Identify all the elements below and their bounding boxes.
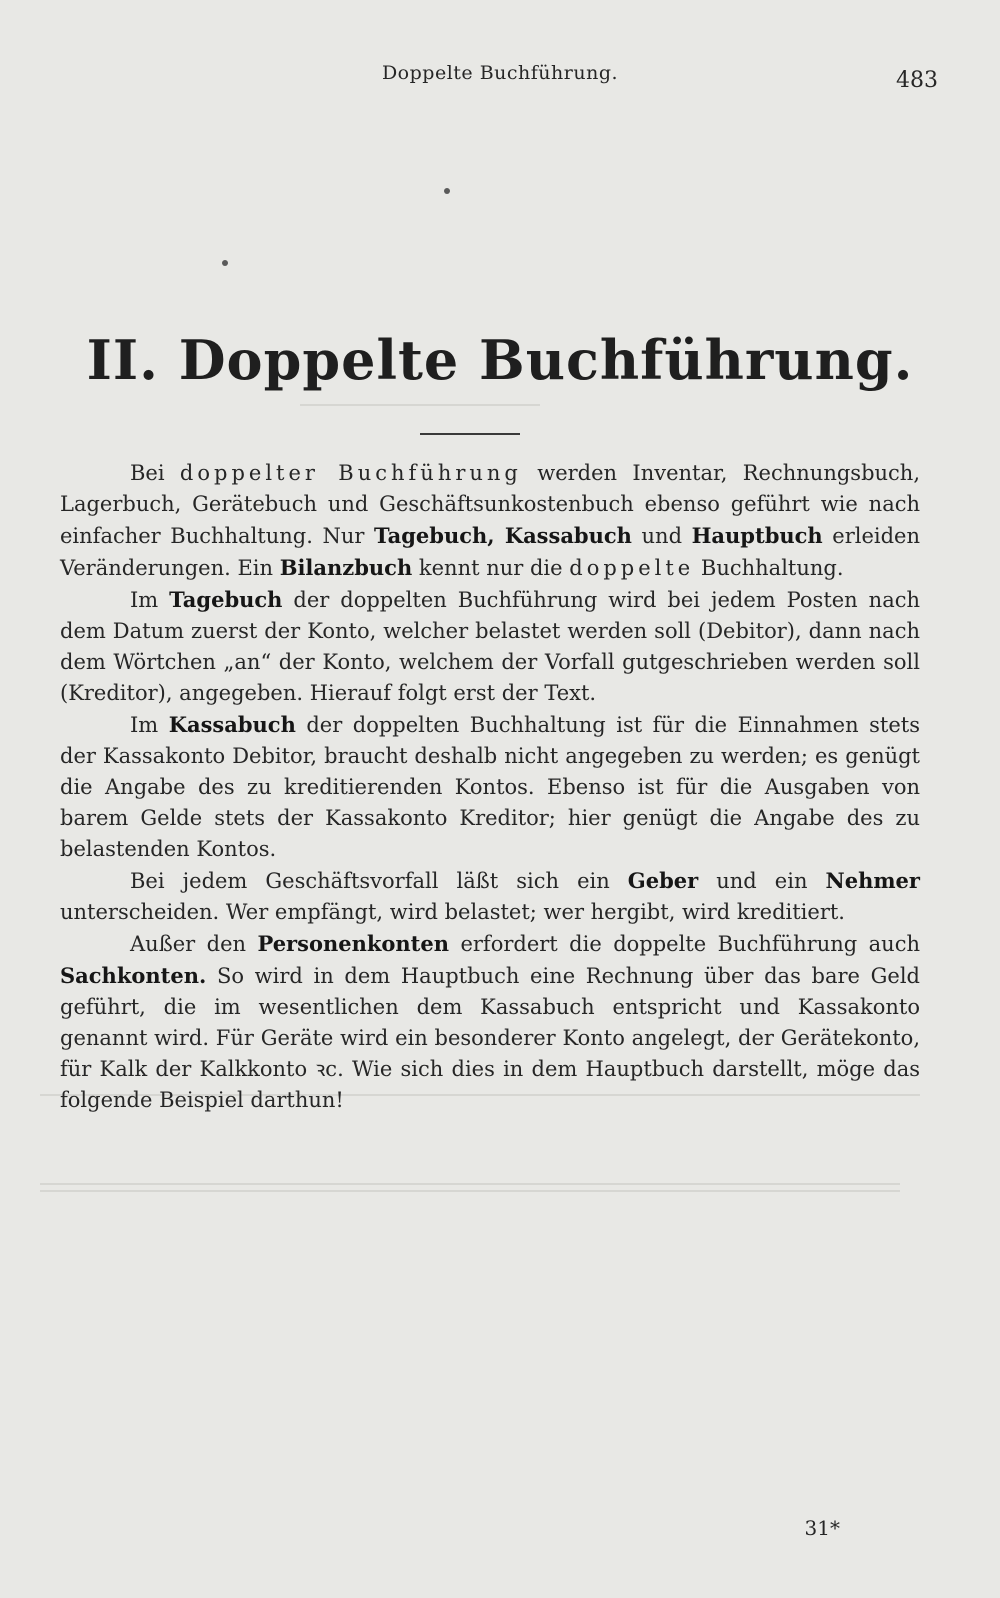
emphasis-bold: Kassabuch <box>168 712 296 737</box>
text-run: Bei <box>130 461 180 485</box>
bleed-through-rule <box>40 1183 900 1185</box>
text-run: Im <box>130 713 169 737</box>
ink-speck <box>444 188 450 194</box>
printer-signature: 31* <box>804 1516 840 1540</box>
bleed-through-rule <box>40 1190 900 1192</box>
emphasis-bold: Sachkonten. <box>60 963 207 988</box>
title-divider <box>420 433 520 435</box>
paragraph-4 <box>60 865 920 928</box>
emphasis-bold: Geber <box>627 868 699 893</box>
body-text <box>60 458 920 1116</box>
emphasis-bold: Tagebuch, Kassabuch <box>374 523 632 548</box>
paragraph-2 <box>60 584 920 709</box>
ink-speck <box>222 260 228 266</box>
emphasis-bold: Bilanzbuch <box>279 555 413 580</box>
emphasis-bold: Personenkonten <box>257 931 450 956</box>
running-head: Doppelte Buchführung. <box>381 62 619 84</box>
text-run: unterscheiden. Wer empfängt, wird belastet; wer hergibt, wird kreditiert. <box>60 900 845 924</box>
text-run: der doppelten Buchführung wird bei jedem Posten nach dem Datum zuerst der Konto, welcher belastet werden soll (Debitor), dann nach dem Wörtchen „an“ der Konto, welchem der Vorfall gutgeschrieben werden soll (Kreditor), angegeben. Hierauf folgt erst der Text. <box>60 588 920 705</box>
text-run: So wird in dem Hauptbuch eine Rechnung über das bare Geld geführt, die im wesentlichen dem Kassabuch entspricht und Kassakonto genannt wird. Für Geräte wird ein besonderer Konto angelegt, der Gerätekonto, für Kalk der Kalkkonto ꝛc. Wie sich dies in dem Hauptbuch darstellt, möge das folgende Beispiel darthun! <box>60 964 920 1112</box>
text-run: Bei jedem Geschäftsvorfall läßt sich ein <box>130 869 628 893</box>
emphasis-bold: Tagebuch <box>169 587 283 612</box>
paragraph-3 <box>60 709 920 865</box>
text-run: Buchhaltung. <box>694 556 844 580</box>
chapter-title: II. Doppelte Buchführung. <box>86 328 914 392</box>
text-run: Außer den <box>130 932 258 956</box>
page-number: 483 <box>896 68 938 93</box>
text-run: kennt nur die <box>412 556 570 580</box>
paragraph-5 <box>60 928 920 1116</box>
text-run: und ein <box>698 869 826 893</box>
bleed-through-rule <box>300 404 540 406</box>
text-run: werden Inventar, Rechnungsbuch, Lagerbuch, Gerätebuch und Geschäftsunkostenbuch ebenso geführt wie nach einfacher Buchhaltung. Nur <box>60 461 920 548</box>
text-run: der doppelten Buchhaltung ist für die Einnahmen stets der Kassakonto Debitor, braucht deshalb nicht angegeben zu werden; es genügt die Angabe des zu kreditierenden Kontos. Ebenso ist für die Ausgaben von barem Gelde stets der Kassakonto Kreditor; hier genügt die Angabe des zu belastenden Kontos. <box>60 713 920 861</box>
text-run: erleiden Veränderungen. Ein <box>60 524 921 580</box>
emphasis-bold: Hauptbuch <box>691 523 823 548</box>
text-run: Im <box>130 588 170 612</box>
emphasis-bold: Nehmer <box>825 868 920 893</box>
paragraph-1 <box>60 458 920 584</box>
emphasis-spaced: doppelte <box>569 556 695 580</box>
emphasis-spaced: doppelter Buchführung <box>179 461 522 485</box>
text-run: erfordert die doppelte Buchführung auch <box>449 932 920 956</box>
text-run: und <box>631 524 692 548</box>
